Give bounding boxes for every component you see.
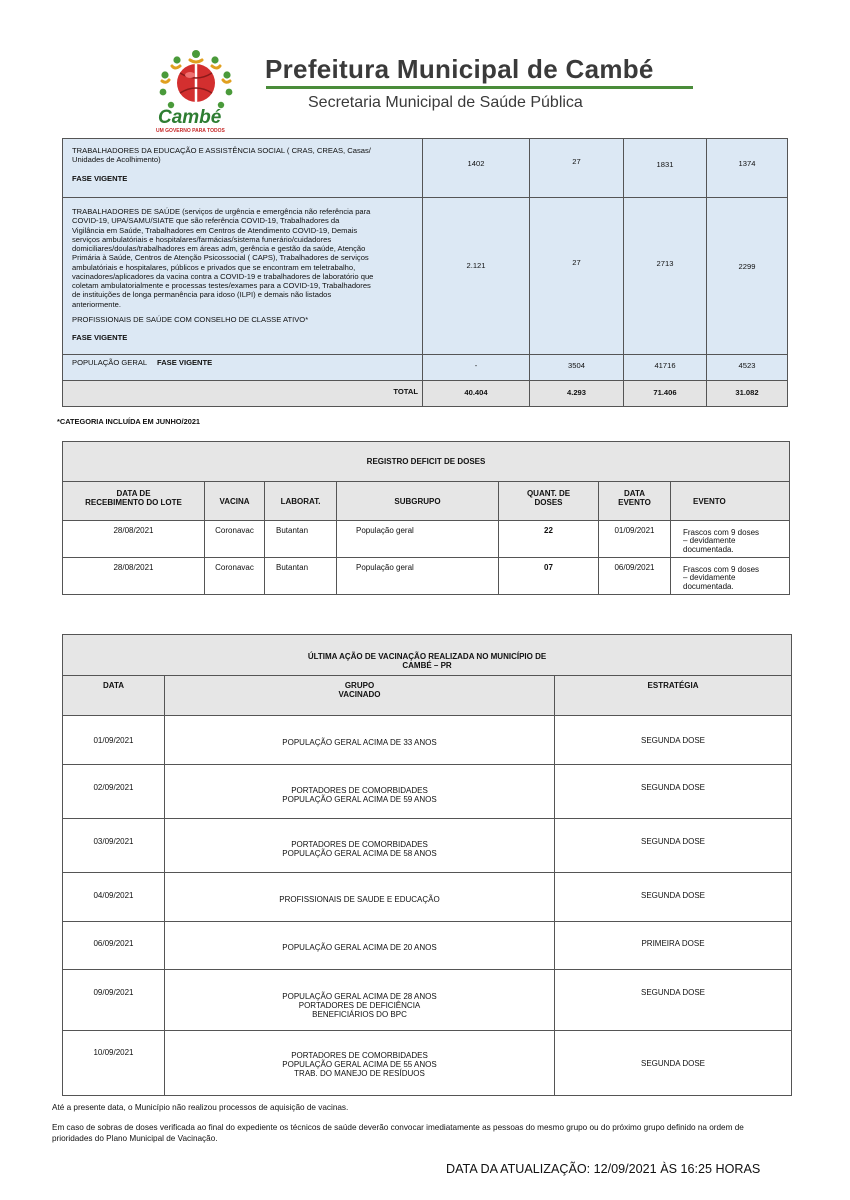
table-row <box>63 922 792 970</box>
total-cell: 71.406 <box>624 381 707 407</box>
column-header: LABORAT. <box>265 482 337 521</box>
table-cell: 2713 <box>624 198 707 355</box>
table-cell: SEGUNDA DOSE <box>555 765 792 819</box>
table-row <box>63 873 792 922</box>
table-header-row <box>63 482 790 521</box>
table-cell: 02/09/2021 <box>63 765 165 819</box>
page-subtitle: Secretaria Municipal de Saúde Pública <box>308 94 583 111</box>
total-cell: 31.082 <box>707 381 788 407</box>
table-row <box>63 139 788 198</box>
vaccination-table <box>62 634 792 1096</box>
table-cell: SEGUNDA DOSE <box>555 716 792 765</box>
table-title-row <box>63 442 790 482</box>
table-cell: PORTADORES DE COMORBIDADES POPULAÇÃO GERAL ACIMA DE 58 ANOS <box>165 819 555 873</box>
table-cell: 28/08/2021 <box>63 558 205 595</box>
table-cell: PORTADORES DE COMORBIDADES POPULAÇÃO GERAL ACIMA DE 59 ANOS <box>165 765 555 819</box>
table-row <box>63 819 792 873</box>
table-cell: POPULAÇÃO GERAL ACIMA DE 33 ANOS <box>165 716 555 765</box>
table-row <box>63 1031 792 1096</box>
table-cell: 2.121 <box>423 198 530 355</box>
table-cell: POPULAÇÃO GERAL ACIMA DE 28 ANOS PORTADORES DE DEFICIÊNCIA BENEFICIÁRIOS DO BPC <box>165 970 555 1031</box>
title-underline <box>266 86 693 89</box>
table-cell: 01/09/2021 <box>63 716 165 765</box>
column-header: SUBGRUPO <box>337 482 499 521</box>
category-note: *CATEGORIA INCLUÍDA EM JUNHO/2021 <box>57 417 201 426</box>
table-cell: 41716 <box>624 355 707 381</box>
table-row <box>63 558 790 595</box>
phase-label: FASE VIGENTE <box>72 173 128 183</box>
total-cell: 4.293 <box>530 381 624 407</box>
column-header: GRUPO VACINADO <box>165 676 555 716</box>
table-cell: 07 <box>499 558 599 595</box>
table-cell: 09/09/2021 <box>63 970 165 1031</box>
table-title: REGISTRO DEFICIT DE DOSES <box>63 442 790 482</box>
column-header: DATA DE RECEBIMENTO DO LOTE <box>63 482 205 521</box>
table-cell: Coronavac <box>205 558 265 595</box>
column-header: DATA <box>63 676 165 716</box>
table-row <box>63 765 792 819</box>
table-cell: PRIMEIRA DOSE <box>555 922 792 970</box>
table-cell: 3504 <box>530 355 624 381</box>
table-cell: SEGUNDA DOSE <box>555 970 792 1031</box>
update-timestamp: DATA DA ATUALIZAÇÃO: 12/09/2021 ÀS 16:25 HORAS <box>446 1162 761 1176</box>
table-cell: 22 <box>499 521 599 558</box>
table-row <box>63 355 788 381</box>
table-cell: 10/09/2021 <box>63 1031 165 1096</box>
column-header: ESTRATÉGIA <box>555 676 792 716</box>
acquisition-note: Até a presente data, o Município não realizou processos de aquisição de vacinas. <box>52 1103 349 1112</box>
table-cell: 1374 <box>707 139 788 198</box>
table-cell: POPULAÇÃO GERAL ACIMA DE 20 ANOS <box>165 922 555 970</box>
table-cell: PROFISSIONAIS DE SAUDE E EDUCAÇÃO <box>165 873 555 922</box>
phase-label: FASE VIGENTE <box>156 358 213 367</box>
column-header: DATA EVENTO <box>599 482 671 521</box>
table-cell: 06/09/2021 <box>63 922 165 970</box>
table-cell: Frascos com 9 doses – devidamente documentada. <box>671 558 790 595</box>
groups-table <box>62 138 788 407</box>
table-cell: 04/09/2021 <box>63 873 165 922</box>
table-cell: Frascos com 9 doses – devidamente documentada. <box>671 521 790 558</box>
table-cell: 06/09/2021 <box>599 558 671 595</box>
table-cell: Butantan <box>265 521 337 558</box>
table-cell: 1831 <box>624 139 707 198</box>
table-cell: População geral <box>337 521 499 558</box>
group-description: TRABALHADORES DE SAÚDE (serviços de urgência e emergência não referência para COVID-19, UPA/SAMU/SIATE que são referência COVID-19, Trabalhadores da Vigilância em Saúde, Trabalhadores em Centros de Atendimento COVID-19, Demais serviços ambulatóriais e hospitalares/farmácias/sistema funerário/cuidadores domiciliares/doulas/trabalhadores em áreas adm, gerência e gestão da saúde, Atenção Primária à Saúde, Centros de Atenção Psicossocial ( CAPS), Trabalhadores de serviços ambulatóriais e hospitalares, públicos e privados que se encontram em teletrabalho, vacinadores/aplicadores da vacina contra a COVID-19 e trabalhadores de laboratório que coletam ambulatorialmente e processas testes/exames para a COVID-19, Trabalhadores de instituições de longa permanência para idoso (ILPI) e demais não listados anteriormente. PROFISSIONAIS DE SAÚDE COM CONSELHO DE CLASSE ATIVO* FASE VIGENTE <box>63 198 423 355</box>
table-title-row <box>63 635 792 676</box>
table-row <box>63 198 788 355</box>
column-header: VACINA <box>205 482 265 521</box>
table-cell: 28/08/2021 <box>63 521 205 558</box>
page-title: Prefeitura Municipal de Cambé <box>265 54 654 84</box>
table-cell: População geral <box>337 558 499 595</box>
table-cell: SEGUNDA DOSE <box>555 1031 792 1096</box>
table-row <box>63 521 790 558</box>
total-label: TOTAL <box>63 381 423 407</box>
group-description: POPULAÇÃO GERAL FASE VIGENTE <box>63 355 423 381</box>
table-cell: - <box>423 355 530 381</box>
table-cell: SEGUNDA DOSE <box>555 873 792 922</box>
deficit-table <box>62 441 790 595</box>
logo-wordmark: Cambé <box>158 107 222 128</box>
column-header: QUANT. DE DOSES <box>499 482 599 521</box>
table-cell: Butantan <box>265 558 337 595</box>
table-cell: 03/09/2021 <box>63 819 165 873</box>
table-cell: 27 <box>530 139 624 198</box>
table-row <box>63 716 792 765</box>
group-description: TRABALHADORES DA EDUCAÇÃO E ASSISTÊNCIA SOCIAL ( CRAS, CREAS, Casas/ Unidades de Acolhimento) FASE VIGENTE <box>63 139 423 198</box>
table-cell: 2299 <box>707 198 788 355</box>
table-cell: 4523 <box>707 355 788 381</box>
table-header-row <box>63 676 792 716</box>
phase-label: FASE VIGENTE <box>72 333 128 342</box>
leftover-doses-note: Em caso de sobras de doses verificada ao final do expediente os técnicos de saúde deverão convocar imediatamente as pessoas do mesmo grupo ou do próximo grupo definido na ordem de prioridades do Plano Municipal de Vacinação. <box>52 1123 744 1144</box>
table-title: ÚLTIMA AÇÃO DE VACINAÇÃO REALIZADA NO MUNICÍPIO DE CAMBÉ – PR <box>63 635 792 676</box>
table-cell: 27 <box>530 198 624 355</box>
total-row <box>63 381 788 407</box>
logo-tagline: UM GOVERNO PARA TODOS <box>156 128 225 134</box>
total-cell: 40.404 <box>423 381 530 407</box>
column-header: EVENTO <box>671 482 790 521</box>
table-cell: Coronavac <box>205 521 265 558</box>
table-cell: PORTADORES DE COMORBIDADES POPULAÇÃO GERAL ACIMA DE 55 ANOS TRAB. DO MANEJO DE RESÍDUOS <box>165 1031 555 1096</box>
table-row <box>63 970 792 1031</box>
table-cell: SEGUNDA DOSE <box>555 819 792 873</box>
table-cell: 01/09/2021 <box>599 521 671 558</box>
table-cell: 1402 <box>423 139 530 198</box>
